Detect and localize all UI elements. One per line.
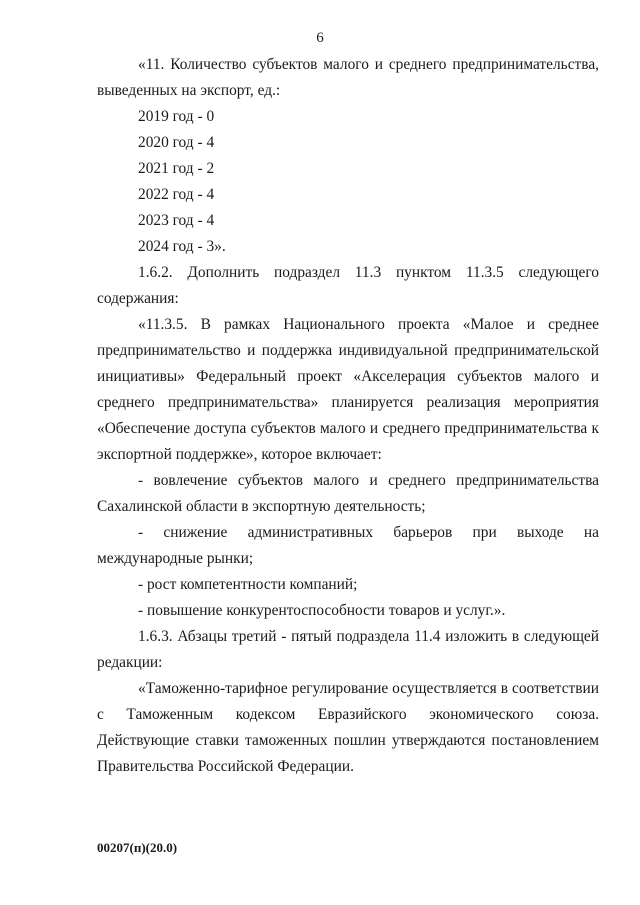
paragraph-customs: «Таможенно-тарифное регулирование осуществляется в соответствии с Таможенным кодексом Евразийского экономического союза. Действующие ставки таможенных пошлин утверждаются постановлением Правительства Российской Федерации. (97, 680, 599, 775)
year-value-line: 2023 год - 4 (138, 212, 215, 229)
page-number: 6 (316, 30, 324, 46)
year-value-line: 2024 год - 3». (138, 238, 226, 255)
document-code: 00207(п)(20.0) (97, 840, 178, 855)
document-body (97, 52, 599, 780)
year-value-line: 2021 год - 2 (138, 160, 215, 177)
bullet-item: - снижение административных барьеров при выходе на международные рынки; (97, 524, 599, 567)
bullet-item: - рост компетентности компаний; (138, 576, 358, 593)
bullet-item: - вовлечение субъектов малого и среднего предпринимательства Сахалинской области в экспортную деятельность; (97, 472, 599, 515)
paragraph-item-11: «11. Количество субъектов малого и среднего предпринимательства, выведенных на экспорт, ед.: (97, 56, 599, 99)
paragraph-11-3-5: «11.3.5. В рамках Национального проекта «Малое и среднее предпринимательство и поддержка индивидуальной предпринимательской инициативы» Федеральный проект «Акселерация субъектов малого и среднего предпринимательства» планируется реализация мероприятия «Обеспечение доступа субъектов малого и среднего предпринимательства к экспортной поддержке», которое включает: (97, 316, 599, 463)
paragraph-1-6-2: 1.6.2. Дополнить подраздел 11.3 пунктом 11.3.5 следующего содержания: (97, 264, 599, 307)
year-value-line: 2022 год - 4 (138, 186, 215, 203)
bullet-item: - повышение конкурентоспособности товаров и услуг.». (138, 602, 506, 619)
paragraph-1-6-3: 1.6.3. Абзацы третий - пятый подраздела 11.4 изложить в следующей редакции: (97, 628, 599, 671)
year-value-line: 2020 год - 4 (138, 134, 215, 151)
year-value-line: 2019 год - 0 (138, 108, 215, 125)
